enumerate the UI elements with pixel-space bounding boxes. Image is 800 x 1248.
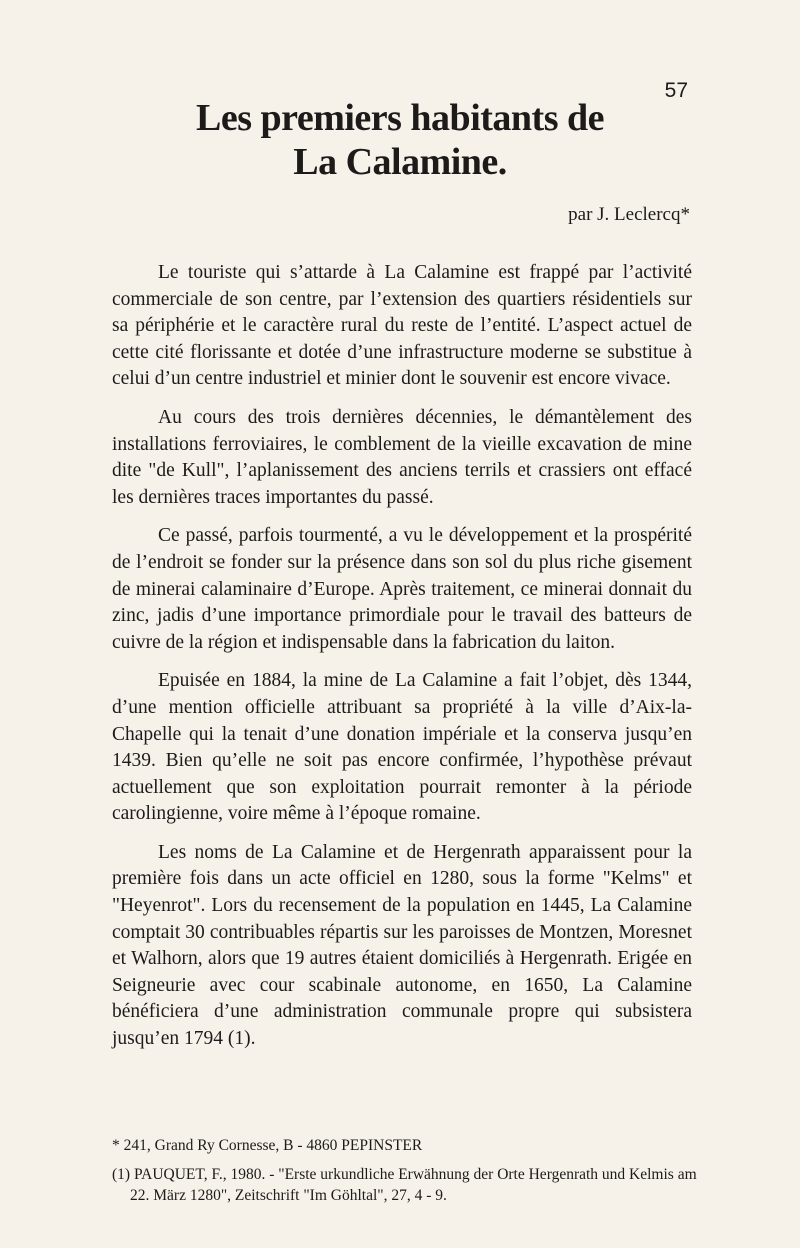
footnote-address: * 241, Grand Ry Cornesse, B - 4860 PEPINSTER [112,1137,423,1154]
title-line-1: Les premiers habitants de [196,97,604,139]
paragraph: Ce passé, parfois tourmenté, a vu le développement et la prospérité de l’endroit se fonder sur la présence dans son sol du plus riche gisement de minerai calaminaire d’Europe. Après traitement, ce minerai donnait du zinc, jadis d’une importance primordiale pour le travail des batteurs de cuivre de la région et indispensable dans la fabrication du laiton. [112,525,692,653]
paragraph: Les noms de La Calamine et de Hergenrath apparaissent pour la première fois dans un acte officiel en 1280, sous la forme "Kelms" et "Heyenrot". Lors du recensement de la population en 1445, La Calamine comptait 30 contribuables répartis sur les paroisses de Montzen, Moresnet et Walhorn, alors que 19 autres étaient domiciliés à Hergenrath. Erigée en Seigneurie avec cour scabinale autonome, en 1650, La Calamine bénéficiera d’une administration communale propre qui subsistera jusqu’en 1794 (1). [112,841,692,1050]
paragraph: Le touriste qui s’attarde à La Calamine est frappé par l’activité commerciale de son centre, par l’extension des quartiers résidentiels sur sa périphérie et le caractère rural du reste de l’entité. L’aspect actuel de cette cité florissante et dotée d’une infrastructure moderne se substitue à celui d’un centre industriel et minier dont le souvenir est encore vivace. [112,262,692,390]
page-number: 57 [664,79,688,102]
footnote-reference: (1) PAUQUET, F., 1980. - "Erste urkundliche Erwähnung der Orte Hergenrath und Kelmis am 22. März 1280", Zeitschrift "Im Göhltal", 27, 4 - 9. [112,1166,697,1204]
article-body [112,260,692,1065]
title-line-2: La Calamine. [293,141,507,183]
article-title [112,96,688,184]
footnotes [112,1135,702,1214]
paragraph: Au cours des trois dernières décennies, le démantèlement des installations ferroviaires, le comblement de la vieille excavation de mine dite "de Kull", l’aplanissement des anciens terrils et crassiers ont effacé les dernières traces importantes du passé. [112,406,692,508]
paragraph: Epuisée en 1884, la mine de La Calamine a fait l’objet, dès 1344, d’une mention officielle attribuant sa propriété à la ville d’Aix-la-Chapelle qui la tenait d’une donation impériale et la conserva jusqu’en 1439. Bien qu’elle ne soit pas encore confirmée, l’hypothèse prévaut actuellement que son exploitation pourrait remonter à la période carolingienne, voire même à l’époque romaine. [112,670,692,825]
author-byline: par J. Leclercq* [568,204,690,225]
